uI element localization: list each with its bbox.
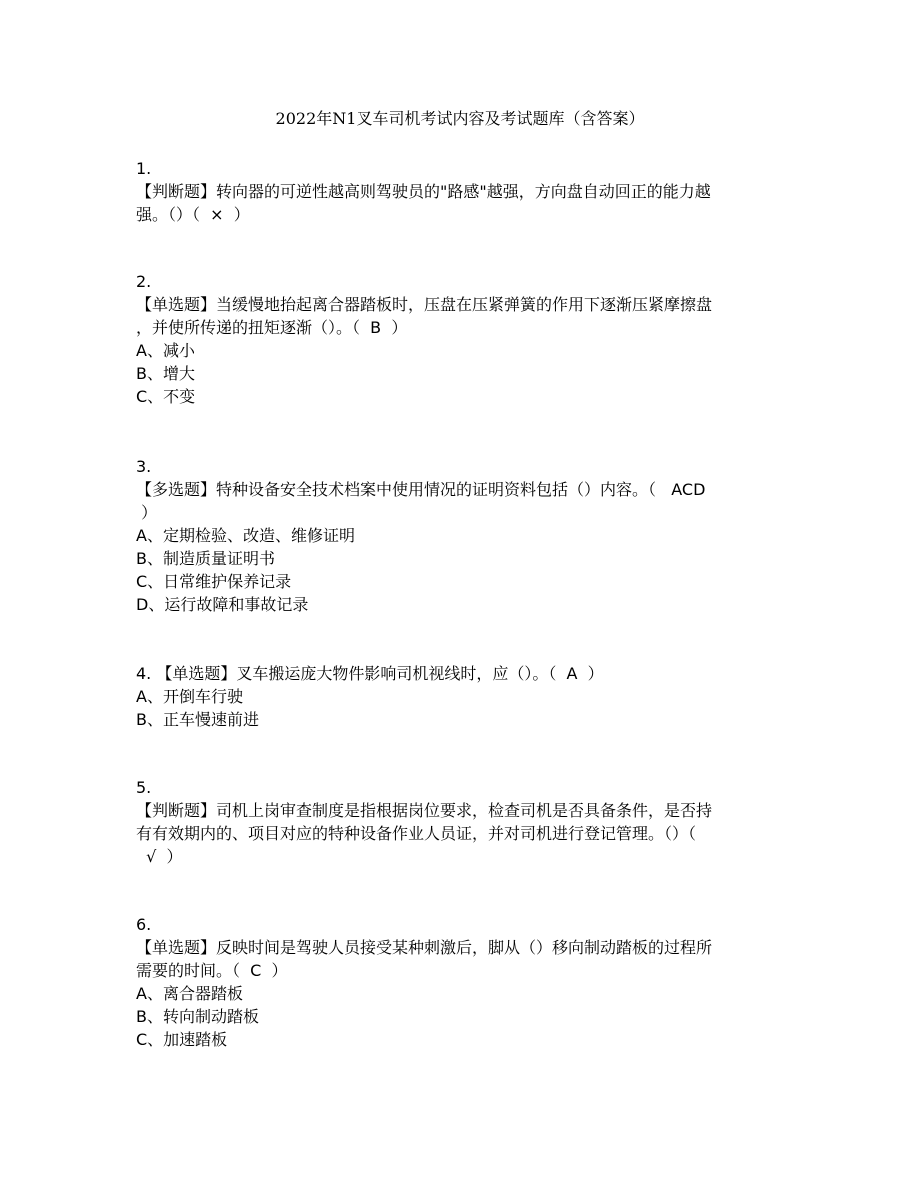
question-number: 6.	[136, 915, 152, 934]
document-title: 2022年N1叉车司机考试内容及考试题库（含答案）	[275, 109, 645, 128]
question-3	[136, 455, 796, 616]
question-text-line: 需要的时间。（ C ）	[136, 961, 288, 980]
question-text-line: 【多选题】特种设备安全技术档案中使用情况的证明资料包括（）内容。（ ACD	[136, 480, 706, 499]
answer-option: A、减小	[136, 341, 195, 360]
question-text-line: 强。（）（ × ）	[136, 205, 250, 224]
answer-option: A、离合器踏板	[136, 984, 243, 1003]
answer-option: B、制造质量证明书	[136, 549, 275, 568]
answer-option: D、运行故障和事故记录	[136, 595, 309, 614]
question-text-line: √ ）	[136, 847, 183, 866]
answer-option: B、增大	[136, 364, 195, 383]
question-text-line: 【单选题】当缓慢地抬起离合器踏板时，压盘在压紧弹簧的作用下逐渐压紧摩擦盘	[136, 295, 713, 314]
answer-option: C、日常维护保养记录	[136, 572, 292, 591]
question-text-line: 【判断题】司机上岗审查制度是指根据岗位要求，检查司机是否具备条件，是否持	[136, 801, 713, 820]
question-4	[136, 662, 796, 731]
question-text-line: ，并使所传递的扭矩逐渐（）。（ B ）	[136, 318, 408, 337]
question-5	[136, 776, 796, 868]
question-text-line: 【判断题】转向器的可逆性越高则驾驶员的"路感"越强，方向盘自动回正的能力越	[136, 182, 711, 201]
answer-option: C、加速踏板	[136, 1030, 228, 1049]
answer-option: B、转向制动踏板	[136, 1007, 259, 1026]
question-2	[136, 270, 796, 408]
question-text-line: 【单选题】反映时间是驾驶人员接受某种刺激后，脚从（）移向制动踏板的过程所	[136, 938, 713, 957]
question-1	[136, 157, 796, 226]
question-number: 5.	[136, 778, 152, 797]
answer-option: C、不变	[136, 387, 196, 406]
question-text-line: ）	[136, 503, 158, 522]
question-number: 2.	[136, 272, 152, 291]
question-text-line: 4. 【单选题】叉车搬运庞大物件影响司机视线时，应（）。（ A ）	[136, 664, 604, 683]
answer-option: A、定期检验、改造、维修证明	[136, 526, 355, 545]
question-6	[136, 913, 796, 1051]
question-number: 1.	[136, 159, 152, 178]
question-number: 3.	[136, 457, 152, 476]
answer-option: A、开倒车行驶	[136, 687, 243, 706]
question-text-line: 有有效期内的、项目对应的特种设备作业人员证，并对司机进行登记管理。（）（	[136, 824, 697, 843]
answer-option: B、正车慢速前进	[136, 710, 259, 729]
